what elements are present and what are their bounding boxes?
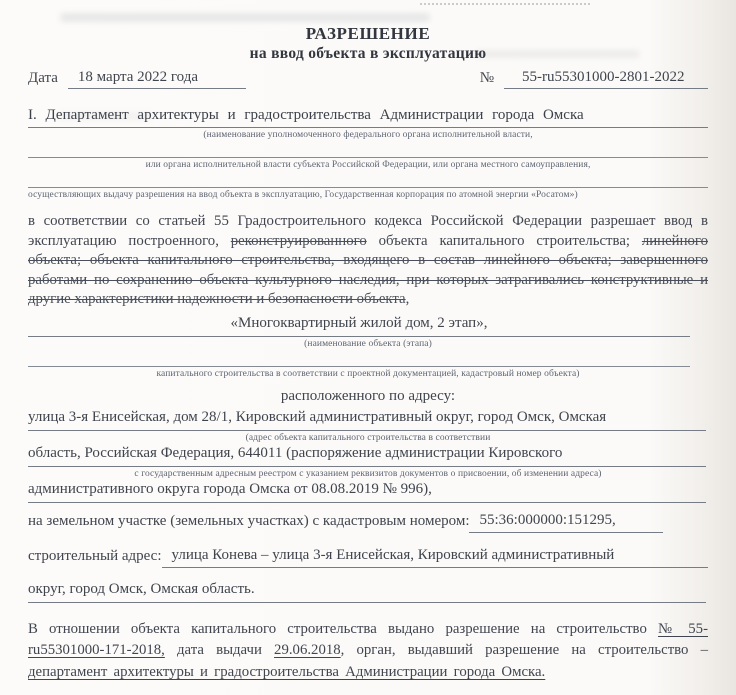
issuer-caption-3: осуществляющих выдачу разрешения на ввод объекта в эксплуатацию, Государственная корпорация по атомной энергии «Росатом»)	[28, 190, 578, 200]
construction-address-value-1: улица Конева – улица 3-я Енисейская, Кировский административный	[162, 547, 709, 568]
issuer-name: I. Департамент архитектуры и градостроительства Администрации города Омска	[28, 107, 708, 128]
object-name: «Многоквартирный жилой дом, 2 этап»,	[28, 315, 690, 337]
address-caption-2: с государственным адресным реестром с указанием реквизитов документов о присвоении, об изменении адреса)	[134, 468, 602, 479]
cadastral-value: 55:36:000000:151295,	[469, 512, 663, 533]
number-label: №	[479, 70, 494, 86]
issuer-caption-2: или органа исполнительной власти субъекта Российской Федерации, или органа местного самоуправления,	[145, 160, 591, 170]
date-number-row	[28, 69, 708, 89]
construction-address-value-2: округ, город Омск, Омская область.	[28, 581, 706, 603]
address-caption-1: (адрес объекта капитального строительства в соответствии	[245, 432, 491, 443]
form-rule	[28, 187, 708, 188]
construction-address-row	[28, 547, 708, 568]
cadastral-label: на земельном участке (земельных участках) с кадастровым номером:	[28, 512, 470, 529]
object-caption-1: (наименование объекта (этапа)	[304, 338, 432, 349]
form-rule	[28, 157, 708, 158]
date-label: Дата	[28, 70, 58, 86]
date-value: 18 марта 2022 года	[68, 69, 246, 89]
document-subtitle: на ввод объекта в эксплуатацию	[249, 45, 487, 62]
cadastral-row	[28, 512, 708, 533]
scan-artifact-dotted-line	[420, 3, 590, 5]
number-field	[480, 69, 708, 89]
construction-address-label: строительный адрес:	[28, 547, 162, 564]
address-line-1: улица 3-я Енисейская, дом 28/1, Кировский административный округ, город Омск, Омская	[28, 409, 706, 431]
number-value: 55-ru55301000-2801-2022	[504, 69, 708, 89]
issuer-caption-1: (наименование уполномоченного федерального органа исполнительной власти,	[203, 130, 533, 140]
scan-bleedthrough-smudge	[475, 50, 640, 58]
form-rule	[28, 366, 690, 367]
object-caption-2: капитального строительства в соответствии с проектной документацией, кадастровый номер объекта)	[156, 368, 580, 379]
scan-bleedthrough-smudge	[60, 13, 430, 22]
address-intro: расположенного по адресу:	[280, 387, 456, 404]
address-line-2: область, Российская Федерация, 644011 (распоряжение администрации Кировского	[28, 445, 706, 467]
authorization-paragraph: в соответствии со статьей 55 Градостроительного кодекса Российской Федерации разрешает ввод в эксплуатацию построенного, реконструированного объекта капитального строительства; линейного объекта; объекта капитального строительства, входящего в состав линейного объекта; завершенного работами по сохранению объекта культурного наследия, при которых затрагивались конструктивные и другие характеристики надежности и безопасности объекта,	[28, 213, 708, 308]
construction-permit-paragraph: В отношении объекта капитального строительства выдано разрешение на строительство № 55-ru55301000-171-2018, дата выдачи 29.06.2018, орган, выдавший разрешение на строительство – департамент архитектуры и градостроительства Администрации города Омска.	[28, 620, 708, 680]
date-field	[28, 69, 246, 89]
address-line-3: административного округа города Омска от 08.08.2019 № 996),	[28, 481, 706, 503]
document-title: РАЗРЕШЕНИЕ	[305, 24, 431, 43]
scan-bleedthrough-smudge	[60, 112, 150, 120]
